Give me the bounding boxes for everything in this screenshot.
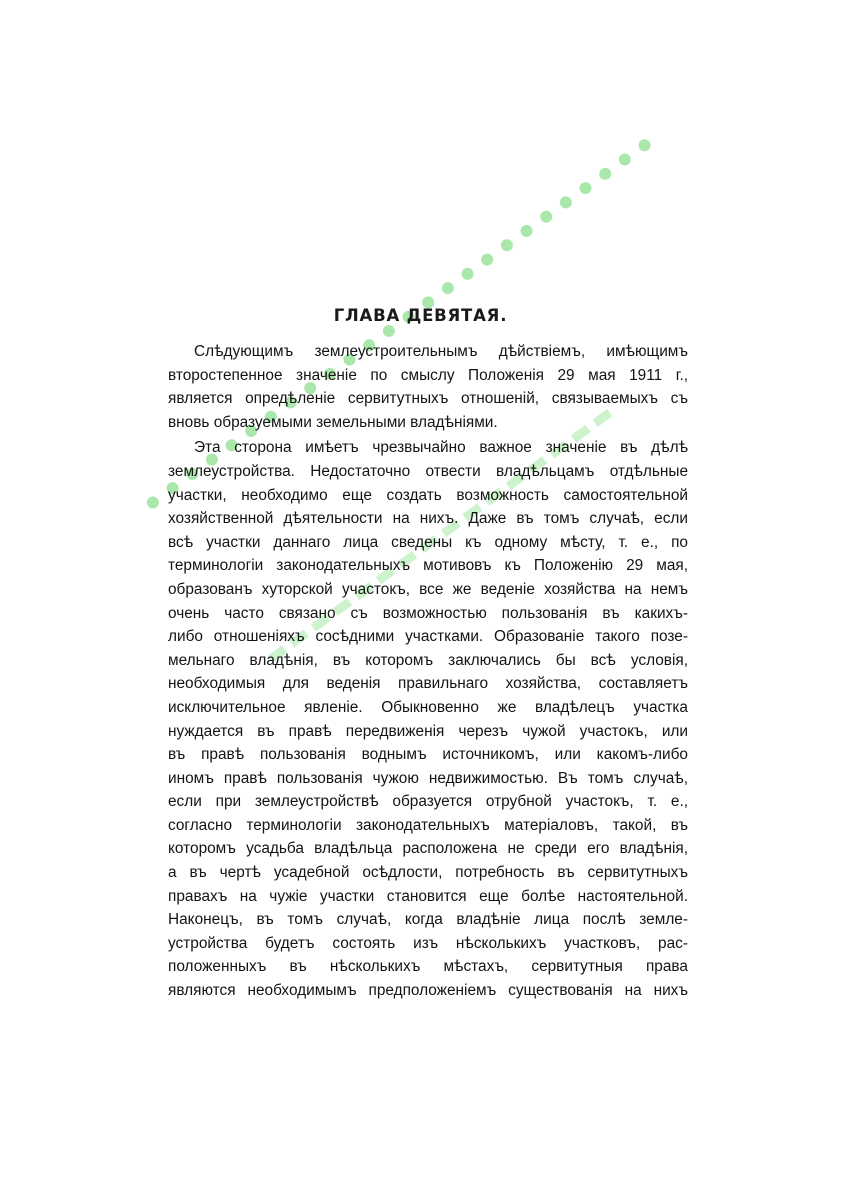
text-line: Слѣдующимъ землеустроительнымъ дѣйствіемъ, имѣющимъ [194, 343, 688, 360]
text-line: участки, необходимо еще создать возможность самостоятельной [168, 486, 688, 504]
text-line: устройства будетъ состоять изъ нѣсколькихъ участковъ, рас- [168, 934, 688, 952]
text-line: являются необходимымъ предположеніемъ существованія на нихъ [168, 982, 688, 1000]
text-line: нуждается въ правѣ передвиженія черезъ чужой участокъ, или [168, 722, 688, 740]
text-line: очень часто связано съ возможностью пользованія въ какихъ- [168, 604, 688, 622]
paragraph-2 [168, 436, 688, 1002]
text-line: всѣ участки даннаго лица сведены къ одному мѣсту, т. е., по [168, 533, 688, 551]
text-line: мельнаго владѣнія, въ которомъ заключались бы всѣ условія, [168, 651, 688, 669]
text-line: землеустройства. Недостаточно отвести владѣльцамъ отдѣльные [168, 462, 688, 480]
text-line: Эта сторона имѣетъ чрезвычайно важное значеніе въ дѣлѣ [194, 439, 688, 457]
text-line: является опредѣленіе сервитутныхъ отношеній, связываемыхъ съ [168, 390, 688, 408]
text-line: необходимыя для веденія правильнаго хозяйства, составляетъ [168, 675, 688, 693]
text-line: исключительное явленіе. Обыкновенно же владѣлецъ участка [168, 698, 688, 716]
text-line: которомъ усадьба владѣльца расположена не среди его владѣнія, [168, 840, 688, 858]
text-line: либо отношеніяхъ сосѣдними участками. Образованіе такого позе- [168, 628, 688, 646]
text-line: второстепенное значеніе по смыслу Положенія 29 мая 1911 г., [168, 366, 688, 384]
body-text [168, 340, 688, 1003]
text-line: согласно терминологіи законодательныхъ матеріаловъ, такой, въ [168, 816, 688, 834]
paragraph-1 [168, 340, 688, 434]
text-line: въ правѣ пользованія воднымъ источникомъ, или какомъ-либо [168, 746, 688, 764]
text-line: положенныхъ въ нѣсколькихъ мѣстахъ, сервитутныя права [168, 958, 688, 976]
text-line: Наконецъ, въ томъ случаѣ, когда владѣніе лица послѣ земле- [168, 911, 688, 929]
text-line: а въ чертѣ усадебной осѣдлости, потребность въ сервитутныхъ [168, 864, 688, 882]
text-line: терминологіи законодательныхъ мотивовъ къ Положенію 29 мая, [168, 557, 688, 575]
text-line: правахъ на чужіе участки становится еще болѣе настоятельной. [168, 887, 688, 905]
text-line: иномъ правѣ пользованія чужою недвижимостью. Въ томъ случаѣ, [168, 769, 688, 787]
text-line: вновь образуемыми земельными владѣніями. [168, 413, 498, 431]
text-line: если при землеустройствѣ образуется отрубной участокъ, т. е., [168, 793, 688, 811]
text-line: образованъ хуторской участокъ, все же веденіе хозяйства на немъ [168, 580, 688, 598]
text-line: хозяйственной дѣятельности на нихъ. Даже въ томъ случаѣ, если [168, 510, 688, 528]
chapter-title: ГЛАВА ДЕВЯТАЯ. [333, 306, 508, 325]
